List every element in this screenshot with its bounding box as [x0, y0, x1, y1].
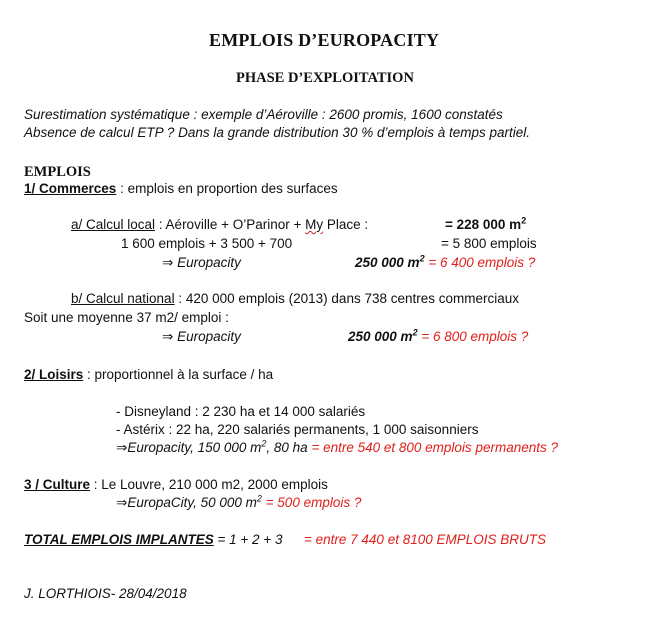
national-result: = 6 800 emplois ?: [417, 329, 529, 344]
local-surface-value: = 228 000 m: [445, 217, 522, 232]
total-formula: = 1 + 2 + 3: [213, 532, 283, 547]
commerces-text: : emplois en proportion des surfaces: [116, 181, 338, 196]
arrow-icon: ⇒: [116, 440, 128, 455]
national-calc-line: [71, 292, 519, 306]
intro-line-2: Absence de calcul ETP ? Dans la grande distribution 30 % d’emplois à temps partiel.: [24, 125, 531, 140]
national-ep-surface-exp: 2: [412, 327, 418, 338]
loisirs-line: [24, 368, 273, 382]
loisirs-result: = entre 540 et 800 emplois permanents ?: [307, 440, 558, 455]
culture-eq: =: [261, 495, 278, 510]
loisirs-label: 2/ Loisirs: [24, 367, 84, 382]
local-result-line: [355, 253, 536, 270]
intro-line-1: Surestimation systématique : exemple d’Aéroville : 2600 promis, 1600 constatés: [24, 107, 503, 122]
local-ep-surface-exp: 2: [419, 253, 425, 264]
local-europacity-label: Europacity: [177, 255, 241, 270]
loisirs-item-disneyland: - Disneyland : 2 230 ha et 14 000 salariés: [116, 404, 366, 419]
commerces-label: 1/ Commerces: [24, 181, 117, 196]
loisirs-text: : proportionnel à la surface / ha: [83, 367, 274, 382]
local-ep-surface-value: 250 000 m: [355, 255, 420, 270]
culture-line: [24, 478, 328, 492]
local-surface: [445, 215, 527, 232]
national-calc-text: : 420 000 emplois (2013) dans 738 centres commerciaux: [174, 291, 520, 306]
local-surface-exp: 2: [521, 215, 527, 226]
local-europacity-line: [162, 256, 241, 270]
national-europacity-label: Europacity: [177, 329, 241, 344]
total-line: [24, 533, 282, 547]
arrow-icon: ⇒: [116, 495, 128, 510]
loisirs-ep-exp: 2: [261, 438, 267, 449]
local-calc-text: : Aéroville + O’Parinor +: [155, 217, 306, 232]
culture-result: 500 emplois ?: [277, 495, 362, 510]
national-result-line: [348, 327, 529, 344]
loisirs-europacity-line: [116, 438, 558, 455]
total-result: = entre 7 440 et 8100 EMPLOIS BRUTS: [304, 532, 547, 547]
culture-ep-exp: 2: [256, 493, 262, 504]
place-rest: Place :: [323, 217, 369, 232]
total-label: TOTAL EMPLOIS IMPLANTES: [24, 532, 214, 547]
local-workers: 1 600 emplois + 3 500 + 700: [121, 236, 293, 251]
national-ep-surface: [348, 329, 418, 344]
local-result: = 6 400 emplois ?: [424, 255, 536, 270]
loisirs-item-asterix: - Astérix : 22 ha, 220 salariés permanents, 1 000 saisonniers: [116, 422, 479, 437]
commerces-line: [24, 182, 338, 196]
culture-europacity-line: [116, 493, 362, 510]
national-average: Soit une moyenne 37 m2/ emploi :: [24, 310, 229, 325]
myplace-word: My: [305, 217, 324, 232]
national-calc-label: b/ Calcul national: [71, 291, 175, 306]
national-europacity-line: [162, 330, 241, 344]
local-ep-surface: [355, 255, 425, 270]
national-ep-surface-value: 250 000 m: [348, 329, 413, 344]
arrow-icon: ⇒: [162, 329, 178, 344]
signature: J. LORTHIOIS- 28/04/2018: [24, 586, 187, 601]
local-calc-line: [71, 218, 368, 232]
loisirs-ep-text: Europacity, 150 000 m: [127, 440, 262, 455]
document-subtitle: PHASE D’EXPLOITATION: [236, 70, 414, 86]
culture-label: 3 / Culture: [24, 477, 91, 492]
arrow-icon: ⇒: [162, 255, 178, 270]
loisirs-ep-text2: , 80 ha: [266, 440, 308, 455]
local-workers-total: = 5 800 emplois: [441, 236, 537, 251]
section-heading: EMPLOIS: [24, 164, 91, 180]
culture-text: : Le Louvre, 210 000 m2, 2000 emplois: [90, 477, 328, 492]
local-calc-label: a/ Calcul local: [71, 217, 156, 232]
culture-ep-text: EuropaCity, 50 000 m: [127, 495, 257, 510]
document-title: EMPLOIS D’EUROPACITY: [209, 30, 440, 50]
